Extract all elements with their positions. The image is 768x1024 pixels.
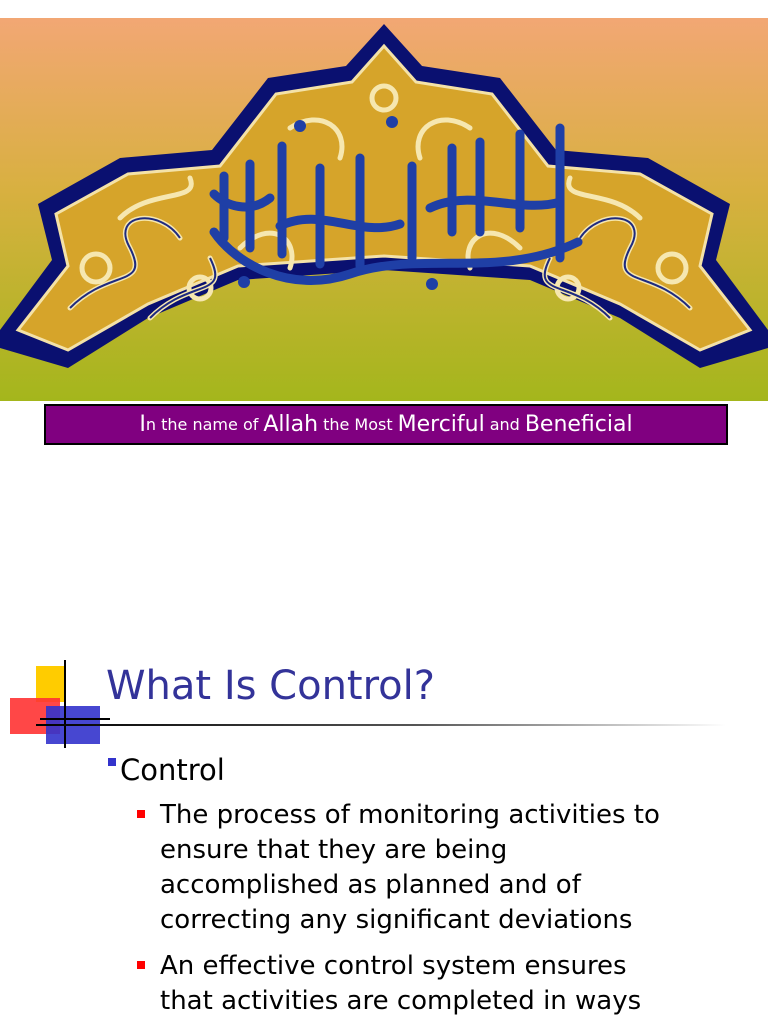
- sub-bullet-line: correcting any significant deviations: [160, 905, 633, 935]
- title-underline: [36, 724, 726, 726]
- deco-horizontal-line: [40, 718, 110, 720]
- slide-title: What Is Control?: [106, 663, 435, 709]
- caption-word: Allah: [263, 412, 319, 437]
- basmala-translation-caption: [44, 404, 728, 445]
- caption-word: the Most: [323, 415, 393, 434]
- red-square-bullet-icon: [137, 961, 145, 969]
- sub-bullet-line: accomplished as planned and of: [160, 870, 581, 900]
- sub-bullet-effective-system: [160, 949, 760, 1019]
- caption-word: Beneficial: [524, 412, 633, 437]
- sub-bullet-line: The process of monitoring activities to: [160, 800, 660, 830]
- red-square-bullet-icon: [137, 810, 145, 818]
- caption-word: I: [139, 412, 146, 437]
- square-bullet-icon: [108, 758, 116, 766]
- caption-word: and: [489, 415, 520, 434]
- slide-what-is-control: [0, 640, 768, 1024]
- caption-word: Merciful: [397, 412, 485, 437]
- sub-bullet-definition: [160, 798, 760, 938]
- deco-yellow-square: [36, 666, 66, 702]
- title-decoration-squares: [0, 640, 110, 750]
- sub-bullet-line: ensure that they are being: [160, 835, 508, 865]
- sub-bullet-line: that activities are completed in ways: [160, 986, 642, 1016]
- sub-bullet-line: An effective control system ensures: [160, 951, 627, 981]
- bullet-control-text: Control: [120, 753, 225, 787]
- deco-vertical-line: [64, 660, 66, 748]
- calligraphy-panel-image: [0, 18, 768, 401]
- caption-word: n the name of: [145, 415, 259, 434]
- bullet-control: [108, 752, 225, 788]
- bismillah-banner: [0, 18, 768, 401]
